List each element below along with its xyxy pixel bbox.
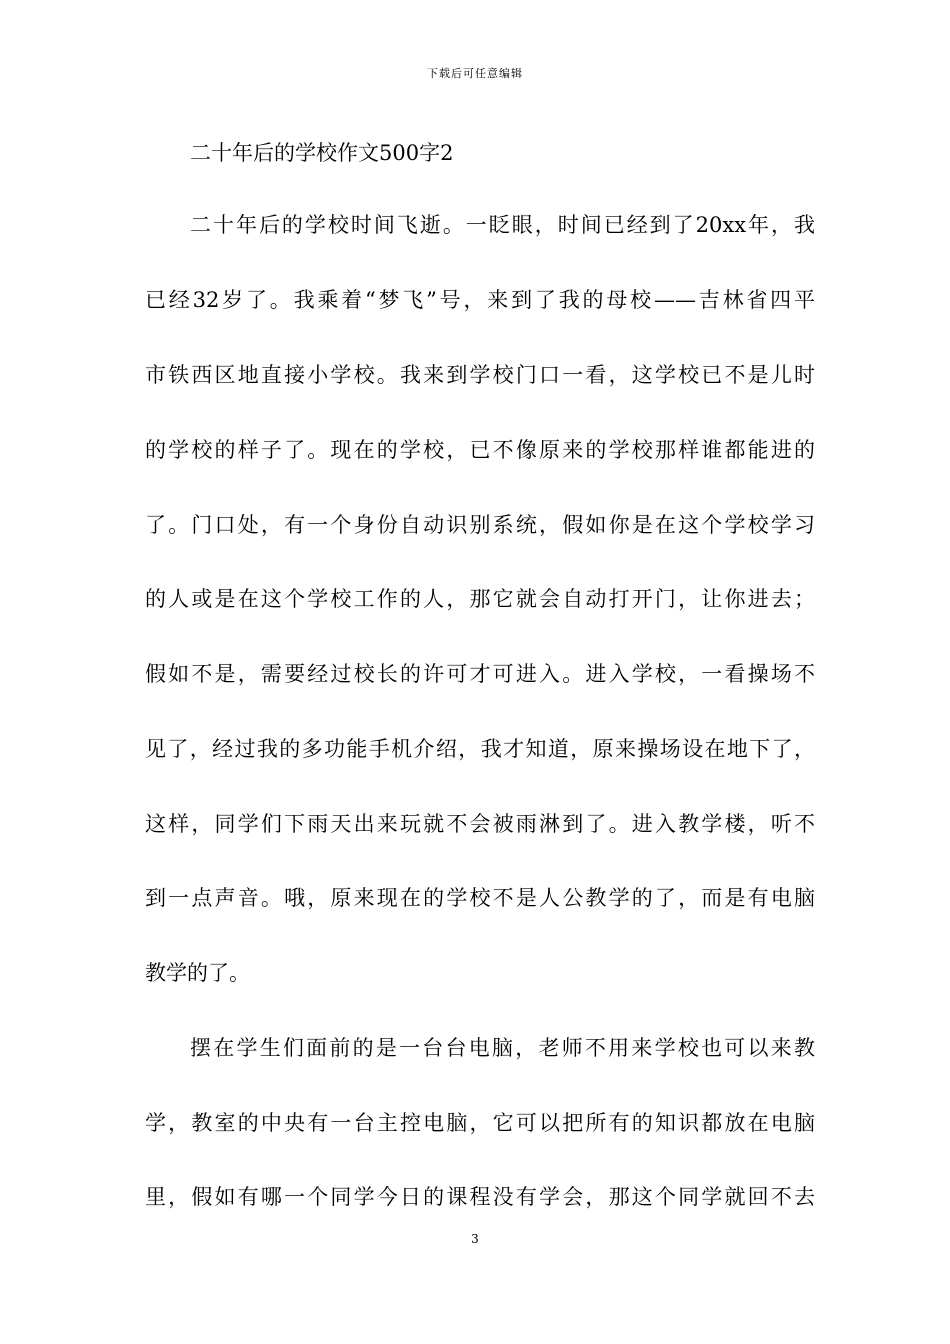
paragraph-1-line-5: 了。门口处，有一个身份自动识别系统，假如你是在这个学校学习 xyxy=(145,513,815,537)
paragraph-1-line-2: 已经32岁了。我乘着“梦飞”号，来到了我的母校——吉林省四平 xyxy=(145,288,815,312)
document-title: 二十年后的学校作文500字2 xyxy=(190,141,454,165)
paragraph-1-line-10: 到一点声音。哦，原来现在的学校不是人公教学的了，而是有电脑 xyxy=(145,886,815,910)
paragraph-1-line-1: 二十年后的学校时间飞逝。一眨眼，时间已经到了20xx年，我 xyxy=(190,213,815,237)
paragraph-1-line-3: 市铁西区地直接小学校。我来到学校门口一看，这学校已不是儿时 xyxy=(145,363,815,387)
page-number: 3 xyxy=(471,1232,479,1246)
paragraph-1-line-4: 的学校的样子了。现在的学校，已不像原来的学校那样谁都能进的 xyxy=(145,438,815,462)
paragraph-1-line-11: 教学的了。 xyxy=(145,961,250,985)
paragraph-1-line-7: 假如不是，需要经过校长的许可才可进入。进入学校，一看操场不 xyxy=(145,662,815,686)
paragraph-2-line-3: 里，假如有哪一个同学今日的课程没有学会，那这个同学就回不去 xyxy=(145,1185,815,1209)
paragraph-2-line-2: 学，教室的中央有一台主控电脑，它可以把所有的知识都放在电脑 xyxy=(145,1111,815,1135)
paragraph-1-line-8: 见了，经过我的多功能手机介绍，我才知道，原来操场设在地下了， xyxy=(145,737,815,761)
paragraph-1-line-6: 的人或是在这个学校工作的人，那它就会自动打开门，让你进去； xyxy=(145,587,815,611)
header-note: 下载后可任意编辑 xyxy=(427,67,523,80)
paragraph-1-line-9: 这样，同学们下雨天出来玩就不会被雨淋到了。进入教学楼，听不 xyxy=(145,812,815,836)
paragraph-2-line-1: 摆在学生们面前的是一台台电脑，老师不用来学校也可以来教 xyxy=(190,1036,815,1060)
